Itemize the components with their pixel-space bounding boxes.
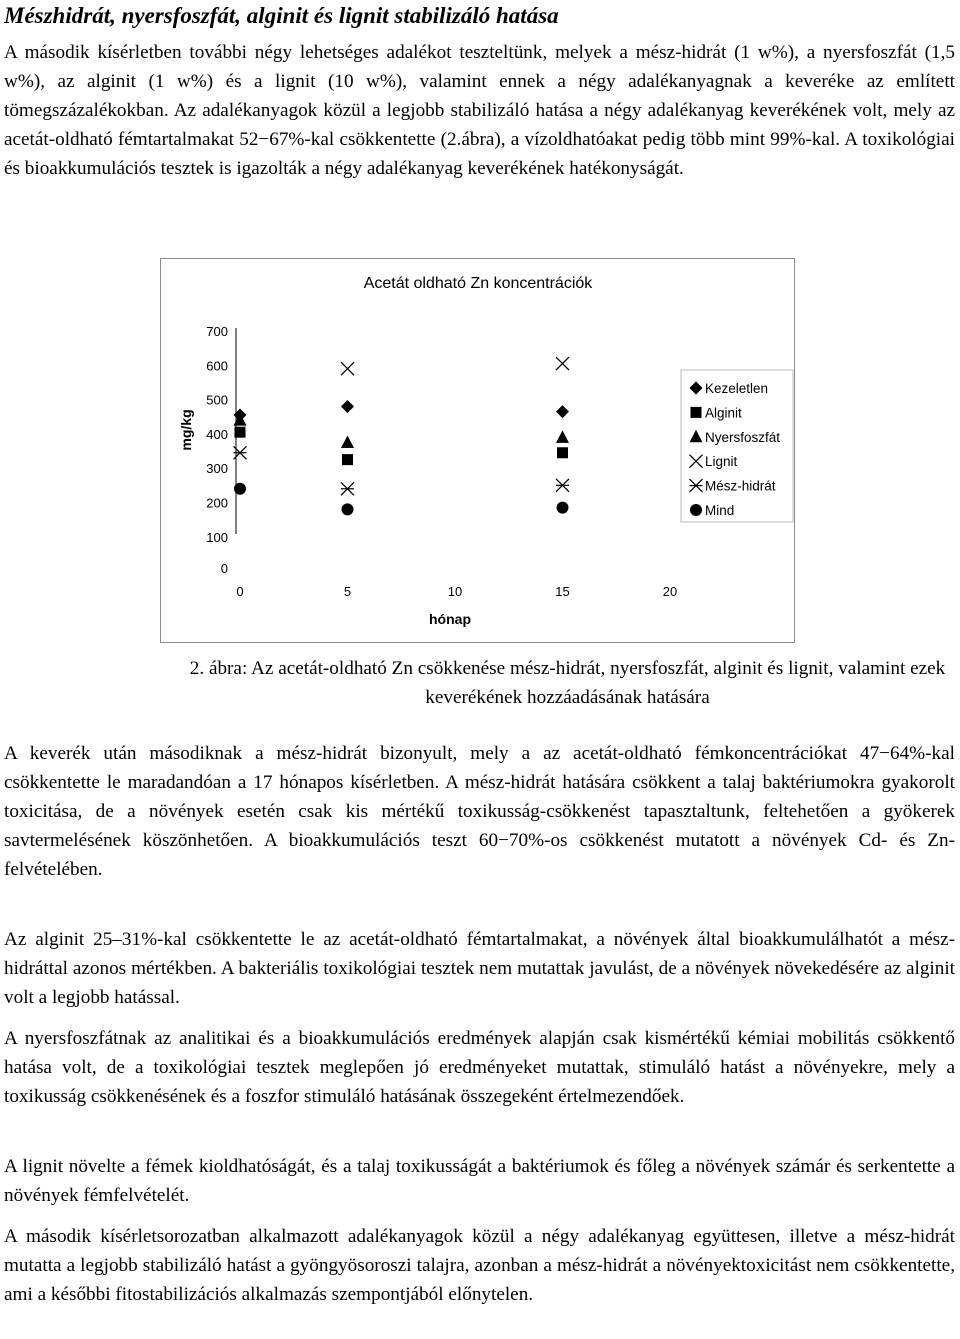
y-tick-label: 200 <box>206 495 228 511</box>
legend-label: Alginit <box>705 405 742 421</box>
y-tick-label: 700 <box>206 324 228 339</box>
y-tick-label: 600 <box>206 358 228 374</box>
paragraph-intro: A második kísérletben további négy lehetséges adalékot teszteltünk, melyek a mész-hidrát (1 w%), a nyersfoszfát (1,5 w%), az alginit (1 w%) és a lignit (10 w%), valamint ennek a négy adalékanyagnak a keveréke az említett tömegszázalékokban. Az adalékanyagok közül a legjobb stabilizáló hatása a négy adalékanyag keverékének volt, mely az acetát-oldható fémtartalmakat 52−67%-kal csökkentette (2.ábra), a vízoldhatóakat pedig több mint 99%-kal. A toxikológiai és bioakkumulációs tesztek is igazolták a négy adalékanyag keverékének hatékonyságát. <box>4 42 955 179</box>
chart-svg <box>160 258 795 643</box>
data-point <box>234 483 246 495</box>
x-tick-label: 0 <box>236 584 244 599</box>
data-point <box>557 447 568 458</box>
section-title: Mészhidrát, nyersfoszfát, alginit és lignit stabilizáló hatása <box>4 3 559 28</box>
y-tick-label: 500 <box>206 392 228 408</box>
paragraph-summary: A második kísérletsorozatban alkalmazott adalékanyagok közül a négy adalékanyag együttesen, illetve a mész-hidrát mutatta a legjobb stabilizáló hatást a gyöngyösoroszi talajra, azonban a mész-hidrát a növényektoxicitást nem csökkentette, ami a későbbi fitostabilizációs alkalmazás szempontjából előnytelen. <box>4 1226 955 1305</box>
legend-item <box>690 503 734 518</box>
legend-label: Lignit <box>705 454 738 470</box>
data-point <box>557 502 569 514</box>
y-tick-label: 300 <box>206 461 228 477</box>
x-tick-label: 20 <box>662 584 678 599</box>
legend <box>681 370 793 522</box>
legend-label: Nyersfoszfát <box>705 429 781 445</box>
x-tick-label: 15 <box>555 584 570 599</box>
legend-marker <box>690 504 702 516</box>
paragraph-lignit: A lignit növelte a fémek kioldhatóságát, és a talaj toxikusságát a baktériumok és főleg a növények számár és serkentette a növények fémfelvételét. <box>4 1156 955 1206</box>
y-tick-label: 0 <box>220 561 228 576</box>
x-axis-label: hónap <box>429 611 471 627</box>
paragraph-nyersfoszfat: A nyersfoszfátnak az analitikai és a bioakkumulációs eredmények alapján csak kismértékű kémiai mobilitás csökkentő hatása volt, de a toxikológiai tesztek meglepően jó eredményeket mutattak, stimuláló hatást a növényekre, mely a toxikusság csökkenésének és a foszfor stimuláló hatásának összegeként értelmezendőek. <box>4 1028 955 1107</box>
legend-label: Mind <box>705 503 735 518</box>
x-tick-label: 10 <box>447 584 463 599</box>
x-tick-label: 5 <box>343 584 352 599</box>
y-tick-label: 400 <box>206 426 228 442</box>
y-axis-label: mg/kg <box>178 409 194 451</box>
zn-concentration-chart <box>160 258 795 643</box>
paragraph-alginit: Az alginit 25–31%-kal csökkentette le az acetát-oldható fémtartalmakat, a növények által bioakkumulálhatót a mész-hidráttal azonos mértékben. A bakteriális toxikológiai tesztek nem mutattak javulást, de a növények növekedésére az alginit volt a legjobb hatással. <box>4 929 955 1008</box>
paragraph-mesz-hidrat: A keverék után másodiknak a mész-hidrát bizonyult, mely a az acetát-oldható fémkoncentrációkat 47−64%-kal csökkentette le maradandóan a 17 hónapos kísérletben. A mész-hidrát hatására csökkent a talaj baktériumokra gyakorolt toxicitása, de a növények esetén csak kis mértékű toxikusság-csökkenést tapasztaltunk, feltehetően a gyökerek savtermelésének köszönhetően. A bioakkumulációs teszt 60−70%-os csökkenést mutatott a növények Cd- és Zn-felvételében. <box>4 743 955 880</box>
legend-marker <box>691 407 702 418</box>
legend-label: Kezeletlen <box>705 381 769 396</box>
data-point <box>342 503 354 515</box>
figure-caption: 2. ábra: Az acetát-oldható Zn csökkenése mész-hidrát, nyersfoszfát, alginit és lignit, valamint ezek keverékének hozzáadásának hatására <box>189 658 946 708</box>
legend-label: Mész-hidrát <box>705 478 776 494</box>
data-point <box>235 427 246 438</box>
chart-title: Acetát oldható Zn koncentrációk <box>363 275 593 292</box>
y-tick-label: 100 <box>206 529 228 545</box>
data-point <box>342 454 353 465</box>
